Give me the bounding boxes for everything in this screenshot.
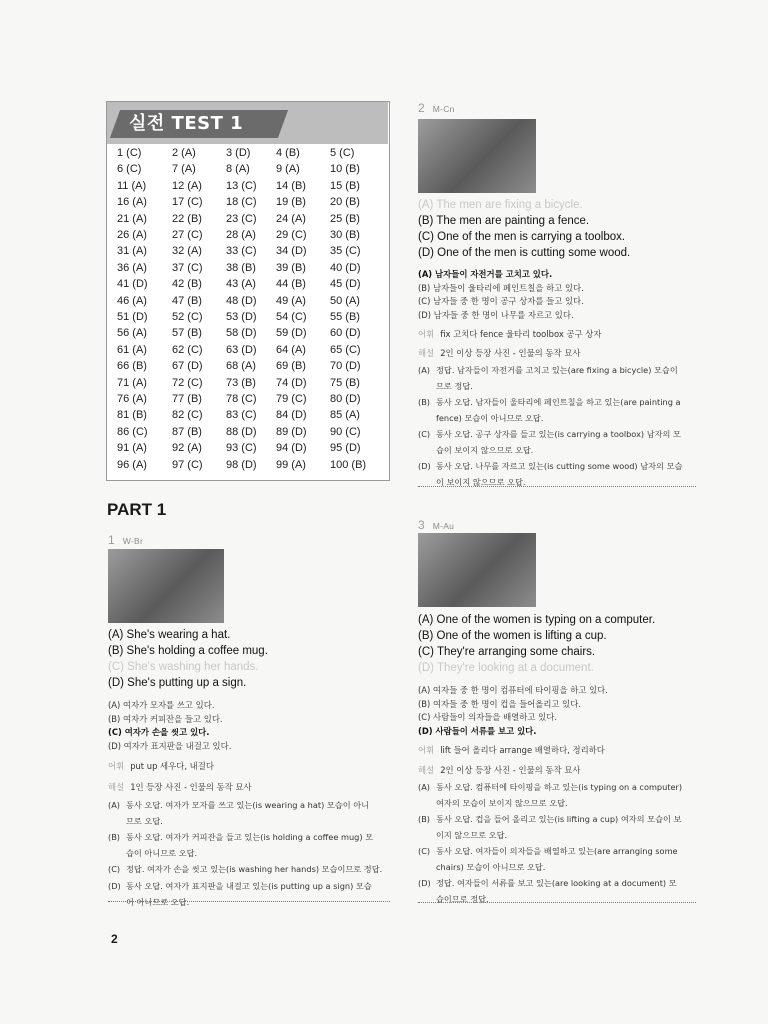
explanation-line: 이 보이지 않으므로 오답. bbox=[436, 477, 526, 487]
answer-cell: 51 (D) bbox=[117, 311, 148, 323]
explanation-line: 동사 오답. 남자들이 울타리에 페인트칠을 하고 있는(are painting a bbox=[436, 397, 681, 407]
answer-cell: 13 (C) bbox=[226, 179, 257, 192]
answer-cell: 99 (A) bbox=[276, 458, 306, 471]
explanation-title-text: 2인 이상 등장 사진 - 인물의 동작 묘사 bbox=[440, 348, 581, 358]
answer-cell: 43 (A) bbox=[226, 278, 256, 291]
vocabulary-line bbox=[108, 760, 214, 772]
explanation-line: 동사 오답. 공구 상자를 들고 있는(is carrying a toolbox) 남자의 모 bbox=[436, 429, 681, 439]
answer-cell: 91 (A) bbox=[117, 442, 147, 455]
explanation-option-label: (B) bbox=[108, 832, 121, 842]
answer-cell: 54 (C) bbox=[276, 311, 307, 323]
answer-cell: 82 (C) bbox=[172, 409, 203, 422]
option-translation: (A) 남자들이 자전거를 고치고 있다. bbox=[418, 269, 553, 279]
explanation-item bbox=[418, 779, 696, 811]
explanation-line: 므로 오답. bbox=[126, 816, 163, 826]
answer-cell: 80 (D) bbox=[330, 393, 361, 405]
explanation-item bbox=[418, 362, 696, 394]
answer-cell: 87 (B) bbox=[172, 425, 202, 438]
explanation-line: 동사 오답. 여자가 표지판을 내걸고 있는(is putting up a sign) 모습 bbox=[126, 881, 372, 891]
explanation-line: 동사 오답. 나무를 자르고 있는(is cutting some wood) 남자의 모습 bbox=[436, 461, 683, 471]
answer-cell: 63 (D) bbox=[226, 343, 257, 356]
answer-cell: 25 (B) bbox=[330, 212, 360, 225]
explanation-line: 동사 오답. 컵을 들어 올리고 있는(is lifting a cup) 여자의 모습이 보 bbox=[436, 814, 682, 824]
answer-option: (C) She's washing her hands. bbox=[108, 661, 259, 673]
explanation-line: 정답. 여자들이 서류를 보고 있는(are looking at a document) 모 bbox=[436, 878, 677, 888]
answer-key-header bbox=[107, 102, 388, 144]
answer-cell: 46 (A) bbox=[117, 294, 147, 307]
answer-cell: 69 (B) bbox=[276, 360, 306, 373]
option-translation: (B) 남자들이 울타리에 페인트칠을 하고 있다. bbox=[418, 282, 584, 293]
answer-cell: 57 (B) bbox=[172, 327, 202, 340]
option-translation: (B) 여자가 커피잔을 들고 있다. bbox=[108, 713, 223, 724]
answer-cell: 1 (C) bbox=[117, 147, 142, 159]
answer-cell: 83 (C) bbox=[226, 409, 257, 422]
answer-cell: 62 (C) bbox=[172, 343, 203, 356]
question-number-text: 2 bbox=[418, 101, 425, 115]
answer-cell: 58 (D) bbox=[226, 327, 257, 340]
answer-cell: 35 (C) bbox=[330, 245, 361, 258]
answer-cell: 71 (A) bbox=[117, 376, 147, 389]
answer-cell: 8 (A) bbox=[226, 163, 250, 176]
answer-cell: 44 (B) bbox=[276, 278, 306, 291]
answer-cell: 76 (A) bbox=[117, 393, 147, 405]
answer-cell: 15 (B) bbox=[330, 179, 360, 192]
answer-option: (D) One of the men is cutting some wood. bbox=[418, 247, 631, 259]
explanation-title-text: 1인 등장 사진 - 인물의 동작 묘사 bbox=[130, 782, 252, 792]
option-translation: (A) 여자가 모자를 쓰고 있다. bbox=[108, 700, 215, 710]
explanation-title bbox=[418, 347, 580, 359]
explanation-option-label: (A) bbox=[418, 365, 430, 375]
explanation-line: 므로 정답. bbox=[436, 381, 473, 391]
answer-cell: 11 (A) bbox=[117, 179, 147, 192]
explanation-line: 습이 아니므로 오답. bbox=[126, 848, 198, 858]
explanation-item bbox=[108, 861, 390, 877]
section-divider bbox=[108, 901, 390, 902]
vocab-label: 어휘 bbox=[418, 745, 435, 755]
explanation-title bbox=[108, 781, 252, 793]
answer-cell: 28 (A) bbox=[226, 229, 256, 241]
page-number: 2 bbox=[111, 932, 118, 946]
answer-option: (D) She's putting up a sign. bbox=[108, 677, 247, 689]
question-number bbox=[108, 533, 143, 547]
answer-option: (D) They're looking at a document. bbox=[418, 662, 594, 674]
explanation-option-label: (A) bbox=[108, 800, 120, 810]
vocabulary-line bbox=[418, 744, 605, 756]
answer-option: (B) She's holding a coffee mug. bbox=[108, 645, 268, 657]
explanation-item bbox=[108, 829, 390, 861]
explanation-title bbox=[418, 764, 580, 776]
explanation-option-label: (C) bbox=[108, 864, 121, 874]
answer-option: (B) One of the women is lifting a cup. bbox=[418, 630, 607, 642]
answer-cell: 31 (A) bbox=[117, 245, 147, 258]
question-number-text: 3 bbox=[418, 518, 425, 532]
section-divider bbox=[418, 902, 696, 903]
explanation-line: 동사 오답. 여자가 커피잔을 들고 있는(is holding a coffee mug) 모 bbox=[126, 832, 374, 842]
answer-cell: 94 (D) bbox=[276, 442, 307, 455]
answer-cell: 100 (B) bbox=[330, 458, 367, 471]
answer-cell: 9 (A) bbox=[276, 163, 300, 176]
vocab-text: lift 들어 올리다 arrange 배열하다, 정리하다 bbox=[440, 745, 605, 755]
answer-cell: 49 (A) bbox=[276, 294, 306, 307]
explanation-item bbox=[418, 394, 696, 426]
answer-cell: 21 (A) bbox=[117, 212, 147, 225]
answer-cell: 36 (A) bbox=[117, 261, 147, 274]
explanation-line: 정답. 남자들이 자전거를 고치고 있는(are fixing a bicycle) 모습이 bbox=[436, 365, 678, 375]
explanation-item bbox=[108, 797, 390, 829]
option-translation: (B) 여자들 중 한 명이 컵을 들어올리고 있다. bbox=[418, 698, 582, 709]
answer-cell: 3 (D) bbox=[226, 147, 251, 159]
explanation-label: 해설 bbox=[418, 765, 435, 775]
answer-cell: 90 (C) bbox=[330, 425, 361, 438]
explanation-line: 정답. 여자가 손을 씻고 있는(is washing her hands) 모습이므로 정답. bbox=[126, 864, 383, 874]
answer-key-box bbox=[106, 101, 390, 481]
answer-cell: 89 (D) bbox=[276, 425, 307, 438]
answer-cell: 68 (A) bbox=[226, 360, 256, 373]
vocab-label: 어휘 bbox=[418, 329, 435, 339]
part-title: PART 1 bbox=[107, 500, 167, 519]
answer-cell: 19 (B) bbox=[276, 196, 306, 209]
answer-cell: 56 (A) bbox=[117, 327, 147, 340]
answer-cell: 93 (C) bbox=[226, 442, 257, 455]
answer-cell: 6 (C) bbox=[117, 163, 142, 176]
answer-cell: 42 (B) bbox=[172, 278, 202, 291]
answer-cell: 98 (D) bbox=[226, 458, 257, 471]
explanation-title-text: 2인 이상 등장 사진 - 인물의 동작 묘사 bbox=[440, 765, 581, 775]
answer-option: (B) The men are painting a fence. bbox=[418, 215, 590, 227]
answer-cell: 86 (C) bbox=[117, 425, 148, 438]
answer-cell: 39 (B) bbox=[276, 261, 306, 274]
explanation-line: 동사 오답. 컴퓨터에 타이핑을 하고 있는(is typing on a computer) bbox=[436, 782, 683, 792]
vocab-text: fix 고치다 fence 울타리 toolbox 공구 상자 bbox=[440, 329, 602, 339]
option-translation: (D) 여자가 표지판을 내걸고 있다. bbox=[108, 740, 232, 751]
answer-cell: 53 (D) bbox=[226, 311, 257, 323]
explanation-option-label: (D) bbox=[418, 461, 431, 471]
speaker-code: M-Cn bbox=[432, 104, 455, 114]
answer-cell: 74 (D) bbox=[276, 376, 307, 389]
answer-cell: 7 (A) bbox=[172, 163, 196, 176]
option-translation: (D) 사람들이 서류를 보고 있다. bbox=[418, 725, 537, 736]
answer-cell: 96 (A) bbox=[117, 458, 147, 471]
explanation-line: 습이므로 정답. bbox=[436, 894, 489, 904]
answer-cell: 79 (C) bbox=[276, 393, 307, 405]
answer-option: (C) They're arranging some chairs. bbox=[418, 646, 596, 658]
answer-cell: 47 (B) bbox=[172, 294, 202, 307]
option-translation: (C) 남자들 중 한 명이 공구 상자를 들고 있다. bbox=[418, 296, 584, 306]
answer-cell: 92 (A) bbox=[172, 442, 202, 455]
answer-cell: 81 (B) bbox=[117, 409, 147, 422]
answer-cell: 14 (B) bbox=[276, 179, 306, 192]
answer-cell: 30 (B) bbox=[330, 229, 360, 241]
answer-cell: 40 (D) bbox=[330, 261, 361, 274]
answer-cell: 20 (B) bbox=[330, 196, 360, 209]
explanation-option-label: (D) bbox=[108, 881, 121, 891]
answer-cell: 37 (C) bbox=[172, 261, 203, 274]
explanation-option-label: (D) bbox=[418, 878, 431, 888]
answer-cell: 38 (B) bbox=[226, 261, 256, 274]
answer-cell: 66 (B) bbox=[117, 360, 147, 373]
answer-cell: 73 (B) bbox=[226, 376, 256, 389]
explanation-label: 해설 bbox=[108, 782, 125, 792]
answer-cell: 70 (D) bbox=[330, 360, 361, 373]
explanation-line: 이 아니므로 오답. bbox=[126, 897, 190, 907]
answer-cell: 67 (D) bbox=[172, 360, 203, 373]
answer-cell: 60 (D) bbox=[330, 327, 361, 340]
answer-cell: 22 (B) bbox=[172, 212, 202, 225]
answer-cell: 34 (D) bbox=[276, 245, 307, 258]
question-photo bbox=[418, 533, 536, 607]
question-number bbox=[418, 518, 454, 532]
answer-cell: 4 (B) bbox=[276, 147, 300, 159]
speaker-code: M-Au bbox=[432, 521, 455, 531]
answer-key-title: 실전 TEST 1 bbox=[129, 113, 244, 134]
explanation-option-label: (B) bbox=[418, 397, 431, 407]
answer-cell: 18 (C) bbox=[226, 196, 257, 209]
explanation-line: fence) 모습이 아니므로 오답. bbox=[436, 413, 544, 423]
answer-cell: 65 (C) bbox=[330, 343, 361, 356]
answer-cell: 95 (D) bbox=[330, 442, 361, 455]
answer-cell: 24 (A) bbox=[276, 212, 306, 225]
answer-cell: 33 (C) bbox=[226, 245, 257, 258]
explanation-label: 해설 bbox=[418, 348, 435, 358]
answer-cell: 45 (D) bbox=[330, 278, 361, 291]
answer-cell: 85 (A) bbox=[330, 409, 360, 422]
answer-cell: 23 (C) bbox=[226, 212, 257, 225]
answer-cell: 10 (B) bbox=[330, 163, 360, 176]
explanation-line: 여자의 모습이 보이지 않으므로 오답. bbox=[436, 798, 568, 808]
option-translation: (C) 여자가 손을 씻고 있다. bbox=[108, 727, 210, 737]
speaker-code: W-Br bbox=[122, 536, 144, 546]
explanation-option-label: (C) bbox=[418, 846, 431, 856]
answer-cell: 55 (B) bbox=[330, 311, 360, 323]
question-photo bbox=[418, 119, 536, 193]
explanation-line: 습이 보이지 않으므로 오답. bbox=[436, 445, 534, 455]
answer-cell: 97 (C) bbox=[172, 458, 203, 471]
explanation-option-label: (A) bbox=[418, 782, 430, 792]
explanation-line: chairs) 모습이 아니므로 오답. bbox=[436, 862, 546, 872]
answer-option: (A) The men are fixing a bicycle. bbox=[418, 199, 583, 211]
answer-cell: 52 (C) bbox=[172, 311, 203, 323]
explanation-item bbox=[418, 843, 696, 875]
answer-cell: 12 (A) bbox=[172, 179, 202, 192]
answer-cell: 29 (C) bbox=[276, 229, 307, 241]
answer-cell: 72 (C) bbox=[172, 376, 203, 389]
vocab-text: put up 세우다, 내걸다 bbox=[130, 761, 214, 771]
answer-option: (C) One of the men is carrying a toolbox. bbox=[418, 231, 626, 243]
explanation-item bbox=[418, 811, 696, 843]
explanation-line: 이지 않으므로 오답. bbox=[436, 830, 508, 840]
question-photo bbox=[108, 549, 224, 623]
explanation-line: 동사 오답. 여자들이 의자들을 배열하고 있는(are arranging some bbox=[436, 846, 678, 856]
option-translation: (C) 사람들이 의자들을 배열하고 있다. bbox=[418, 712, 557, 722]
answer-cell: 5 (C) bbox=[330, 147, 355, 159]
answer-cell: 88 (D) bbox=[226, 425, 257, 438]
option-translation: (D) 남자들 중 한 명이 나무를 자르고 있다. bbox=[418, 309, 574, 320]
answer-cell: 75 (B) bbox=[330, 376, 360, 389]
answer-cell: 41 (D) bbox=[117, 278, 148, 291]
option-translation: (A) 여자들 중 한 명이 컴퓨터에 타이핑을 하고 있다. bbox=[418, 685, 608, 695]
answer-cell: 77 (B) bbox=[172, 393, 202, 405]
section-divider bbox=[418, 486, 696, 487]
vocabulary-line bbox=[418, 328, 601, 340]
answer-cell: 78 (C) bbox=[226, 393, 257, 405]
answer-cell: 48 (D) bbox=[226, 294, 257, 307]
answer-option: (A) She's wearing a hat. bbox=[108, 629, 231, 641]
answer-cell: 32 (A) bbox=[172, 245, 202, 258]
explanation-item bbox=[108, 878, 390, 910]
explanation-line: 동사 오답. 여자가 모자를 쓰고 있는(is wearing a hat) 모습이 아니 bbox=[126, 800, 370, 810]
answer-cell: 2 (A) bbox=[172, 147, 196, 159]
answer-cell: 59 (D) bbox=[276, 327, 307, 340]
explanation-option-label: (C) bbox=[418, 429, 431, 439]
question-number bbox=[418, 101, 455, 115]
answer-cell: 84 (D) bbox=[276, 409, 307, 422]
answer-cell: 16 (A) bbox=[117, 196, 147, 209]
answer-option: (A) One of the women is typing on a computer. bbox=[418, 614, 656, 626]
question-number-text: 1 bbox=[108, 533, 115, 547]
answer-cell: 61 (A) bbox=[117, 343, 147, 356]
answer-cell: 50 (A) bbox=[330, 294, 360, 307]
answer-cell: 64 (A) bbox=[276, 343, 306, 356]
answer-cell: 17 (C) bbox=[172, 196, 203, 209]
explanation-option-label: (B) bbox=[418, 814, 431, 824]
answer-cell: 26 (A) bbox=[117, 229, 147, 241]
vocab-label: 어휘 bbox=[108, 761, 125, 771]
answer-cell: 27 (C) bbox=[172, 229, 203, 241]
explanation-item bbox=[418, 426, 696, 458]
